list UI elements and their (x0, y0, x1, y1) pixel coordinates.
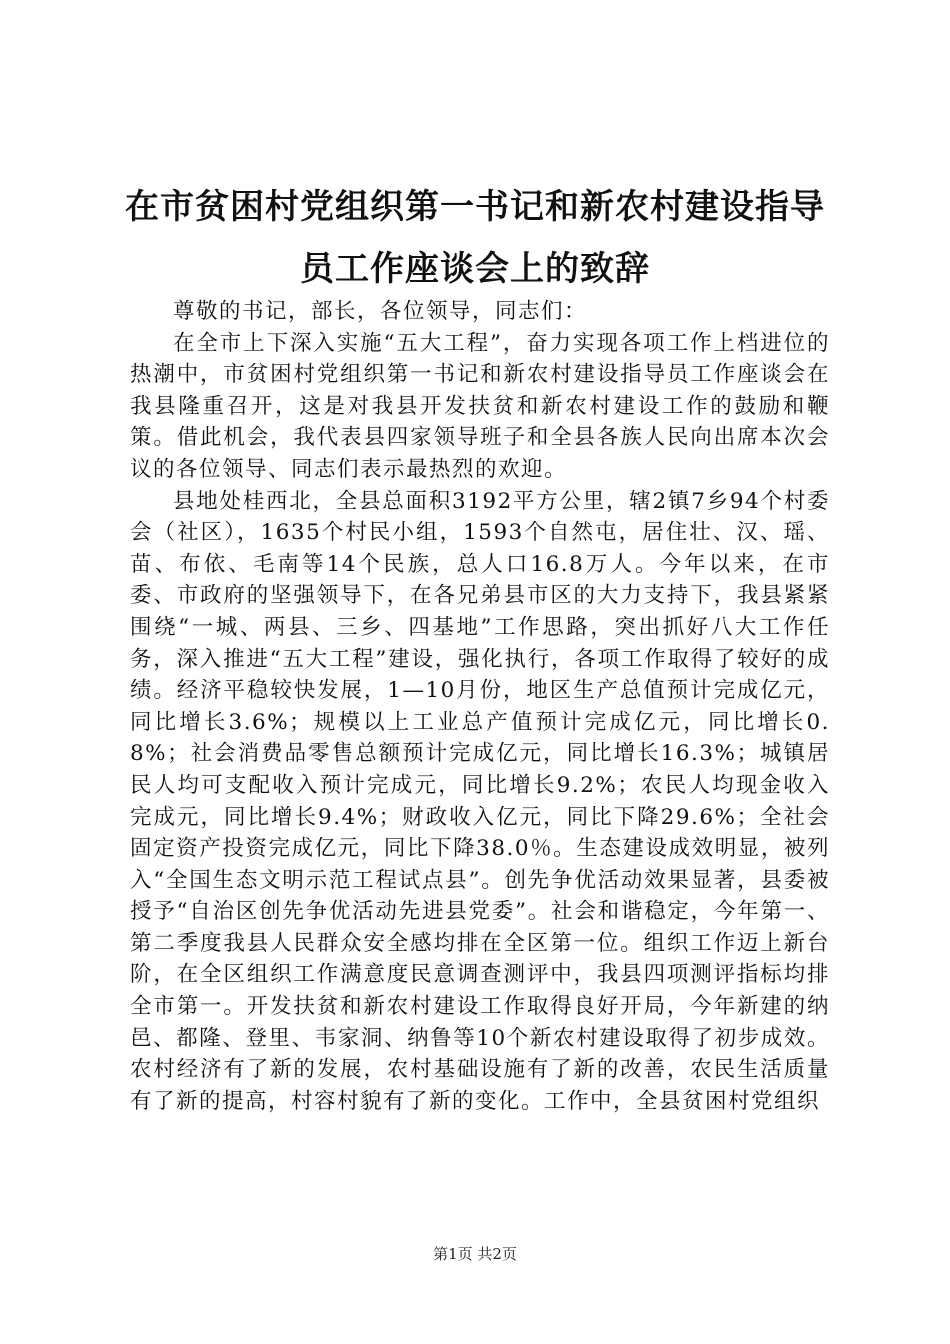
document-title (120, 176, 830, 300)
body-paragraph: 在全市上下深入实施“五大工程”，奋力实现各项工作上档进位的热潮中，市贫困村党组织第一书记和新农村建设指导员工作座谈会在我县隆重召开，这是对我县开发扶贫和新农村建设工作的鼓励和鞭策。借此机会，我代表县四家领导班子和全县各族人民向出席本次会议的各位领导、同志们表示最热烈的欢迎。 (130, 330, 830, 482)
title-line-1: 在市贫困村党组织第一书记和新农村建设指导 (125, 187, 825, 227)
body-paragraph: 县地处桂西北，全县总面积3192平方公里，辖2镇7乡94个村委会（社区），1635个村民小组，1593个自然屯，居住壮、汉、瑶、苗、布依、毛南等14个民族，总人口16.8万人。今年以来，在市委、市政府的坚强领导下，在各兄弟县市区的大力支持下，我县紧紧围绕“一城、两县、三乡、四基地”工作思路，突出抓好八大工作任务，深入推进“五大工程”建设，强化执行，各项工作取得了较好的成绩。经济平稳较快发展，1—10月份，地区生产总值预计完成亿元，同比增长3.6%；规模以上工业总产值预计完成亿元，同比增长0.8%；社会消费品零售总额预计完成亿元，同比增长16.3%；城镇居民人均可支配收入预计完成元，同比增长9.2%；农民人均现金收入完成元，同比增长9.4%；财政收入亿元，同比下降29.6%；全社会固定资产投资完成亿元，同比下降38.0％。生态建设成效明显，被列入“全国生态文明示范工程试点县”。创先争优活动效果显著，县委被授予“自治区创先争优活动先进县党委”。社会和谐稳定，今年第一、第二季度我县人民群众安全感均排在全区第一位。组织工作迈上新台阶，在全区组织工作满意度民意调查测评中，我县四项测评指标均排全市第一。开发扶贫和新农村建设工作取得良好开局，今年新建的纳邑、都隆、登里、韦家洞、纳鲁等10个新农村建设取得了初步成效。农村经济有了新的发展，农村基础设施有了新的改善，农民生活质量有了新的提高，村容村貌有了新的变化。工作中，全县贫困村党组织 (130, 488, 830, 1114)
document-body (130, 296, 830, 1117)
salutation-paragraph: 尊敬的书记，部长，各位领导，同志们： (173, 299, 588, 324)
page-footer: 第1页 共2页 (433, 1245, 517, 1263)
title-line-2: 员工作座谈会上的致辞 (300, 249, 650, 289)
